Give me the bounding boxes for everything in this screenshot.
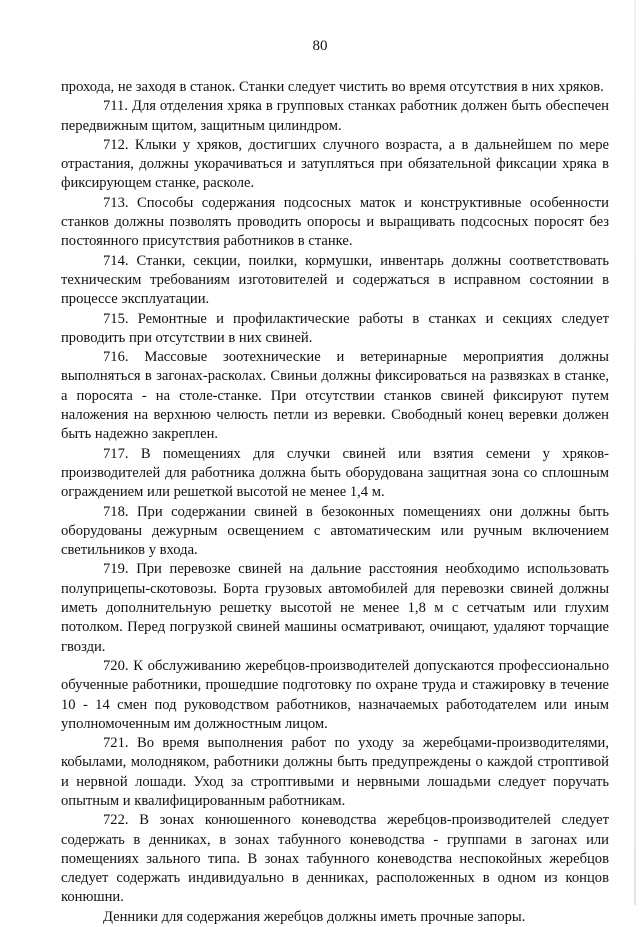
paragraph-718: 718. При содержании свиней в безоконных помещениях они должны быть оборудованы дежурным освещением с автоматическим или ручным включением светильников у входа. [61,503,609,559]
paragraph-720: 720. К обслуживанию жеребцов-производителей допускаются профессионально обученные работники, прошедшие подготовку по охране труда и стажировку в течение 10 - 14 смен под руководством работников, назначаемых работодателем или иным уполномоченным им должностным лицом. [61,657,609,732]
paragraph-712: 712. Клыки у хряков, достигших случного возраста, а в дальнейшем по мере отрастания, должны укорачиваться и затупляться при обязательной фиксации хряка в фиксирующем станке, расколе. [61,136,609,192]
paragraph-721: 721. Во время выполнения работ по уходу за жеребцами-производителями, кобылами, молодняком, работники должны быть предупреждены о каждой строптивой и нервной лошади. Уход за строптивыми и нервными лошадьми следует поручать опытным и квалифицированным работникам. [61,735,609,809]
scan-edge-mark [634,0,636,905]
paragraph-722: 722. В зонах конюшенного коневодства жеребцов-производителей следует содержать в денниках, в зонах табунного коневодства - группами в загонах или помещениях зального типа. В зонах табунного коневодства неспокойных жеребцов следует содержать индивидуально в денниках, расположенных в одном из концов конюшни. [61,812,609,906]
paragraph-714: 714. Станки, секции, поилки, кормушки, инвентарь должны соответствовать техническим требованиям изготовителей и содержаться в исправном состоянии в процессе эксплуатации. [61,252,609,308]
paragraph-continuation: прохода, не заходя в станок. Станки следует чистить во время отсутствия в них хряков. [61,79,604,95]
paragraph-711: 711. Для отделения хряка в групповых станках работник должен быть обеспечен передвижным щитом, защитным цилиндром. [61,98,609,134]
page-number: 80 [312,38,328,54]
document-body [61,78,609,927]
paragraph-717: 717. В помещениях для случки свиней или взятия семени у хряков-производителей для работника должна быть оборудована защитная зона со сплошным ограждением или решеткой высотой не менее 1,4 м. [61,445,609,501]
paragraph-716: 716. Массовые зоотехнические и ветеринарные мероприятия должны выполняться в загонах-расколах. Свиньи должны фиксироваться на развязках в станке, а поросята - на столе-станке. При отсутствии станков свиней фиксируют путем наложения на верхнюю челюсть петли из веревки. Свободный конец веревки должен быть надежно закреплен. [61,349,609,443]
paragraph-713: 713. Способы содержания подсосных маток и конструктивные особенности станков должны позволять проводить опоросы и выращивать подсосных поросят без постоянного присутствия работников в станке. [61,194,609,250]
paragraph-715: 715. Ремонтные и профилактические работы в станках и секциях следует проводить при отсутствии в них свиней. [61,310,609,346]
paragraph-719: 719. При перевозке свиней на дальние расстояния необходимо использовать полуприцепы-скотовозы. Борта грузовых автомобилей для перевозки свиней должны иметь дополнительную решетку высотой не менее 1,8 м с сетчатым или глухим потолком. Перед погрузкой свиней машины осматривают, очищают, удаляют торчащие гвозди. [61,561,609,655]
paragraph-stalls-locks: Денники для содержания жеребцов должны иметь прочные запоры. [103,908,526,925]
